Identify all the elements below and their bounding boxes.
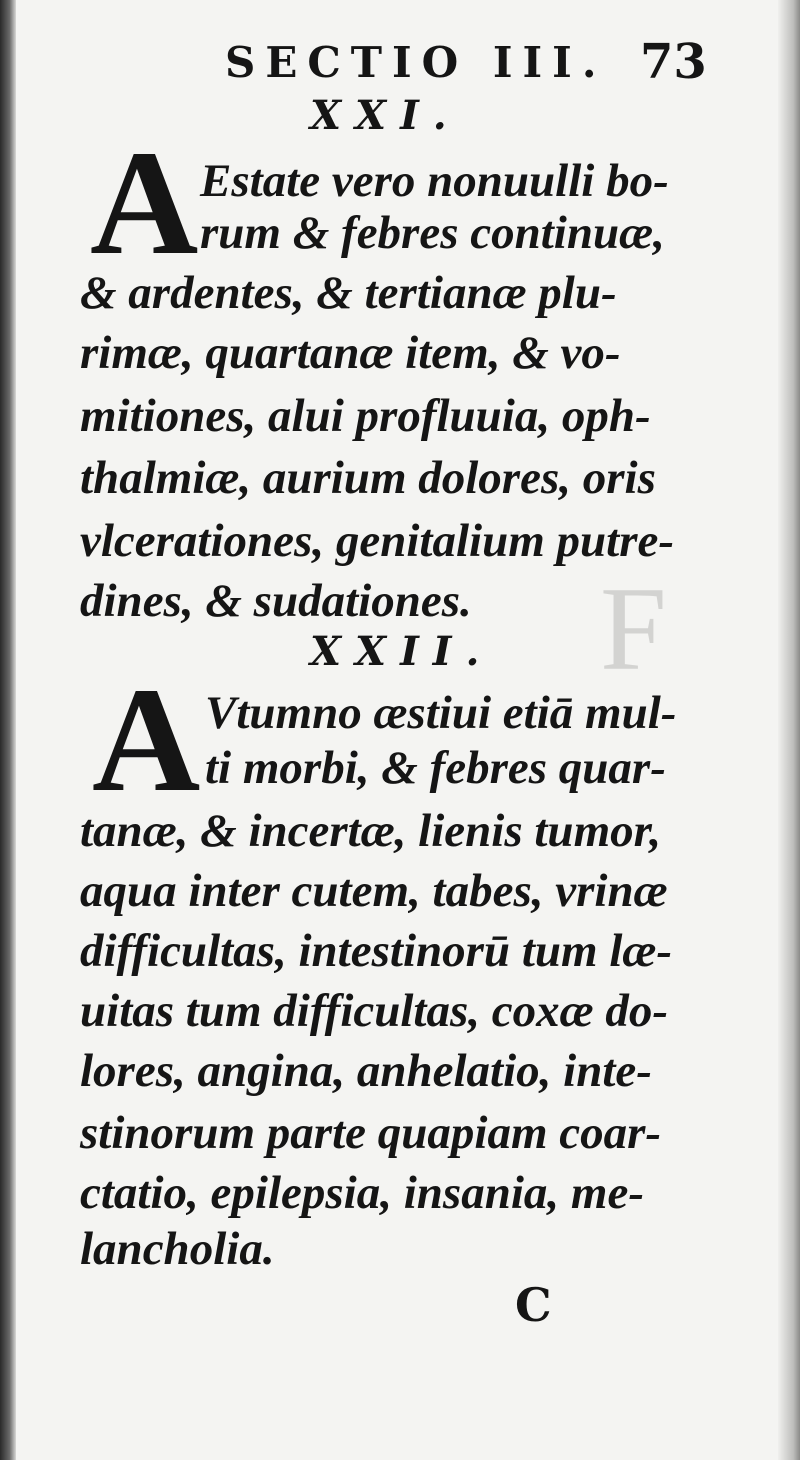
text-line: difficultas, intestinorū tum læ- bbox=[80, 925, 672, 977]
text-line: dines, & sudationes. bbox=[80, 575, 472, 627]
running-head: SECTIO III. bbox=[225, 38, 607, 87]
text-line: lores, angina, anhelatio, inte- bbox=[80, 1045, 652, 1097]
text-line: rum & febres continuæ, bbox=[200, 207, 665, 259]
section-heading-xxi: XXI. bbox=[310, 92, 461, 139]
text-line: tanæ, & incertæ, lienis tumor, bbox=[80, 805, 662, 857]
text-line: ctatio, epilepsia, insania, me- bbox=[80, 1167, 644, 1219]
show-through-letter: F bbox=[600, 562, 667, 695]
text-line: lancholia. bbox=[80, 1223, 275, 1275]
page-edge-shadow bbox=[778, 0, 800, 1460]
text-line: & ardentes, & tertianæ plu- bbox=[80, 267, 617, 319]
text-line: aqua inter cutem, tabes, vrinæ bbox=[80, 865, 668, 917]
text-line: rimæ, quartanæ item, & vo- bbox=[80, 327, 621, 379]
text-line: mitiones, alui profluuia, oph- bbox=[80, 390, 651, 442]
text-line: Vtumno æstiui etiā mul- bbox=[205, 687, 677, 739]
text-line: vlcerationes, genitalium putre- bbox=[80, 515, 675, 567]
page-number: 73 bbox=[640, 34, 707, 90]
drop-cap: A bbox=[90, 120, 199, 286]
catchword: C bbox=[515, 1278, 552, 1332]
text-line: Estate vero nonuulli bo- bbox=[200, 155, 669, 207]
text-line: stinorum parte quapiam coar- bbox=[80, 1107, 662, 1159]
section-heading-xxii: XXII. bbox=[310, 628, 494, 675]
text-line: ti morbi, & febres quar- bbox=[205, 742, 666, 794]
text-line: thalmiæ, aurium dolores, oris bbox=[80, 452, 656, 504]
drop-cap: A bbox=[92, 657, 201, 823]
page-binding-shadow bbox=[0, 0, 16, 1460]
text-line: uitas tum difficultas, coxæ do- bbox=[80, 985, 668, 1037]
